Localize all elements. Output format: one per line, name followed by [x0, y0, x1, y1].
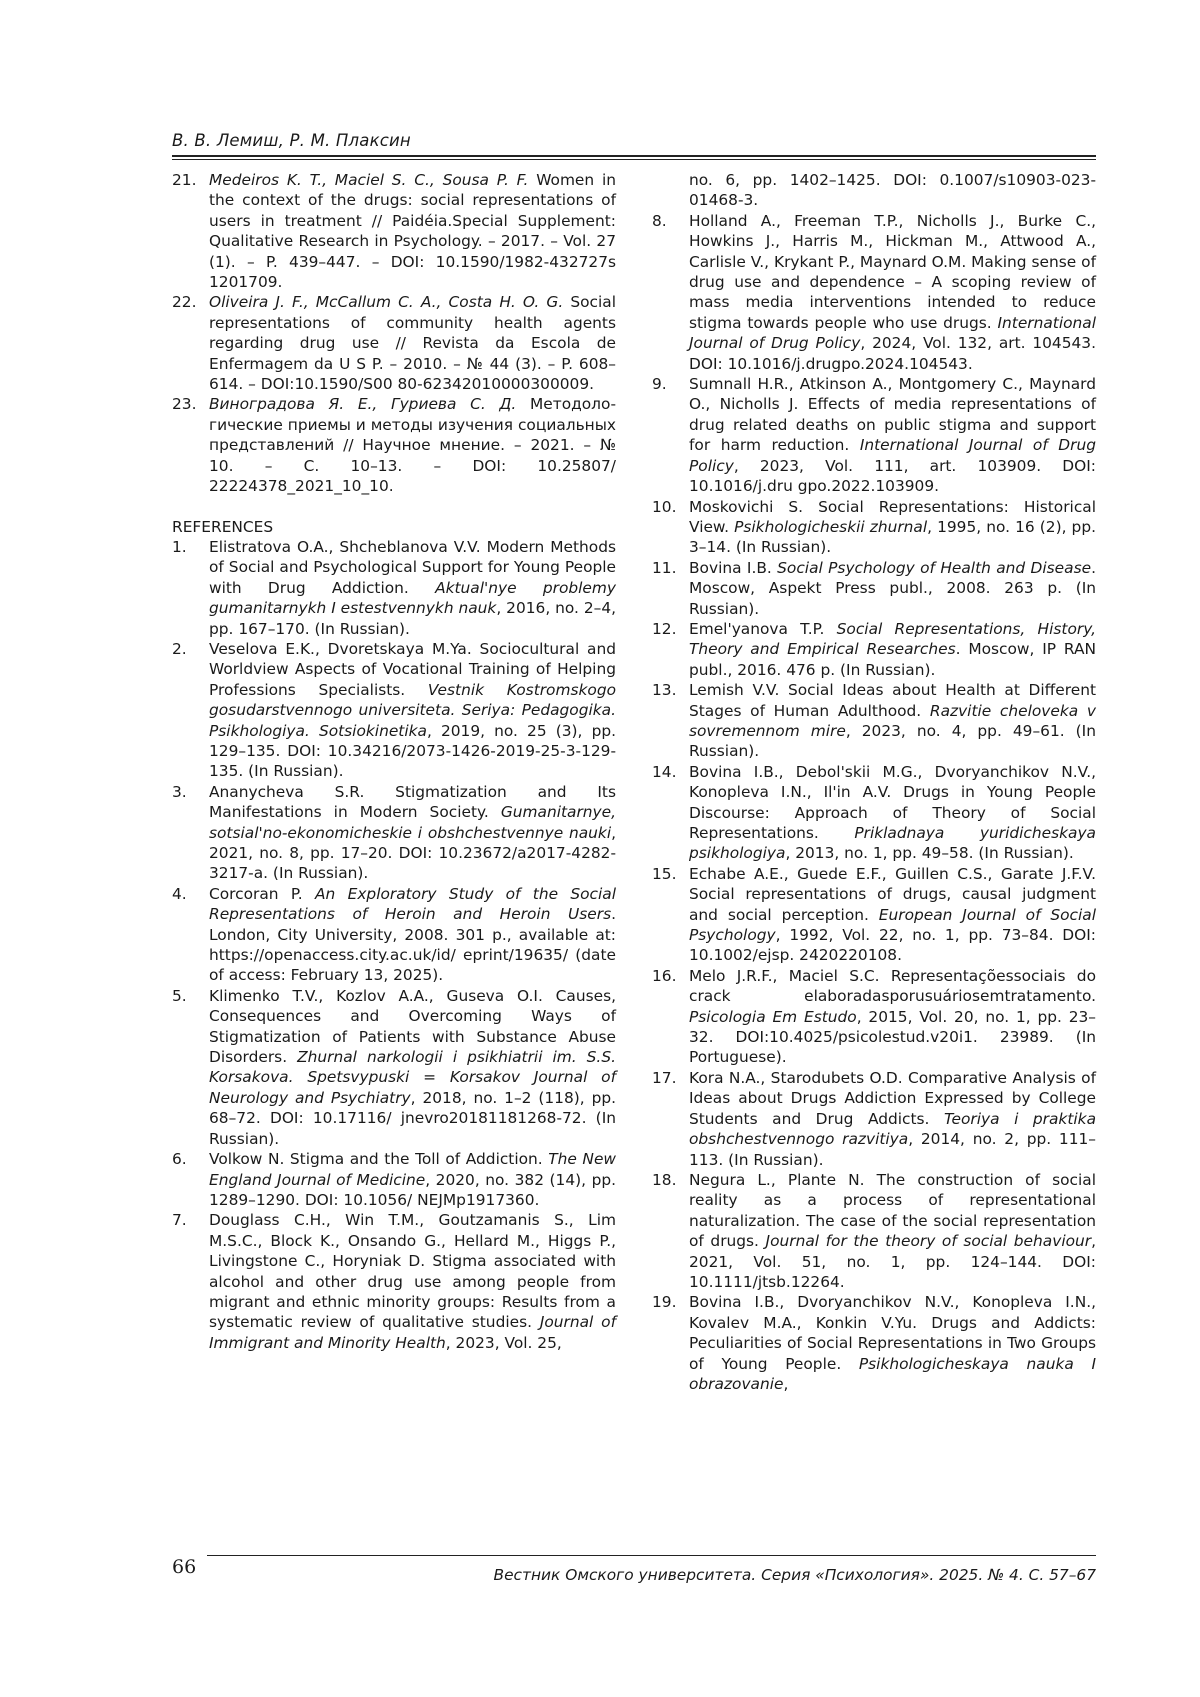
reference-list-english-left: [172, 537, 616, 1353]
reference-segment: ,: [783, 1374, 789, 1393]
reference-text: [209, 1210, 616, 1353]
reference-text: [689, 1292, 1096, 1394]
reference-segment: . Moscow, IP RAN publ., 2016. 476 p. (In Russian).: [689, 640, 1096, 679]
reference-text: [689, 680, 1096, 762]
reference-text: [689, 1068, 1096, 1170]
right-column: [652, 170, 1096, 1394]
reference-segment: , 1995, no. 16 (2), pp. 3–14. (In Russian).: [689, 517, 1096, 557]
reference-text: [209, 884, 616, 986]
footer-journal-citation: Вестник Омского университета. Серия «Психология». 2025. № 4. С. 57–67: [493, 1566, 1096, 1584]
reference-item: [172, 884, 616, 986]
reference-number: 1.: [172, 537, 187, 556]
running-head: В. В. Лемиш, Р. М. Плаксин: [172, 131, 411, 150]
reference-item: [172, 639, 616, 782]
reference-italic-segment: Psikhologicheskaya nauka I obrazovanie: [689, 1354, 1096, 1393]
reference-text: [209, 639, 616, 782]
reference-number: 12.: [652, 619, 677, 638]
reference-italic-segment: The New England Journal of Medicine: [209, 1150, 617, 1189]
reference-item: [172, 537, 616, 639]
reference-item: [652, 558, 1096, 619]
reference-text: [209, 537, 616, 639]
reference-item: [652, 619, 1096, 680]
reference-number: 21.: [172, 171, 197, 189]
reference-segment: Sumnall H.R., Atkinson A., Montgomery C., Maynard O., Nicholls J. Effects of media representations of drug related deaths on public stigma and support for harm reduction.: [689, 375, 1096, 455]
reference-item: [652, 1170, 1096, 1292]
reference-text: [689, 762, 1096, 864]
reference-segment: Corcoran P.: [209, 884, 315, 903]
reference-number: 9.: [652, 375, 667, 394]
reference-item: [172, 782, 616, 884]
reference-segment: Melo J.R.F., Maciel S.C. Representaçõessociais do crack elaboradasporusuáriosemtratamento.: [689, 966, 1096, 1006]
reference-segment: Lemish V.V. Social Ideas about Health at Different Stages of Human Adulthood.: [689, 681, 1096, 720]
reference-text: [209, 292, 616, 394]
reference-number: 5.: [172, 986, 187, 1005]
reference-segment: Volkow N. Stigma and the Toll of Addiction.: [209, 1150, 549, 1169]
reference-list-english-right: [652, 211, 1096, 1395]
reference-text: [209, 394, 616, 496]
reference-italic-segment: Razvitie cheloveka v sovremennom mire: [689, 701, 1096, 740]
reference-text: [689, 619, 1096, 680]
reference-number: 2.: [172, 639, 187, 658]
reference-segment: , 2021, no. 8, pp. 17–20. DOI: 10.23672/a2017-4282-3217-a. (In Russian).: [209, 823, 616, 883]
reference-italic-segment: Aktual'nye problemy gumanitarnykh I estestvennykh nauk: [209, 578, 616, 618]
reference-text: [209, 782, 616, 884]
references-heading: REFERENCES: [172, 517, 274, 536]
reference-italic-segment: Gumanitarnye, sotsial'no-ekonomicheskie i obshchestvennye nauki: [209, 803, 616, 842]
reference-number: 18.: [652, 1170, 677, 1189]
page-number: 66: [172, 1556, 197, 1578]
reference-number: 10.: [652, 497, 677, 516]
reference-segment: , 2023, Vol. 111, art. 103909. DOI: 10.1016/j.dru gpo.2022.103909.: [689, 456, 1096, 496]
reference-segment: Women in the context of the drugs: social representations of users in treatment // Paidéia.Special Supplement: Qualitative Research in Psychology. – 2017. – Vol. 27 (1). – P. 439–447. – DOI: 10.1590/1982-432727s 1201709.: [209, 171, 616, 292]
reference-italic-segment: Psicologia Em Estudo: [689, 1007, 857, 1026]
reference-segment: , 2016, no. 2–4, pp. 167–170. (In Russian).: [209, 599, 616, 638]
reference-text: [689, 558, 1096, 619]
reference-segment: Douglass C.H., Win T.M., Goutzamanis S., Lim M.S.C., Block K., Onsando G., Hellard M., Higgs P., Livingstone C., Horyniak D. Stigma associated with alcohol and other drug use among people from migrant and ethnic minority groups: Results from a systematic review of qualitative studies.: [209, 1211, 616, 1332]
reference-text: [209, 1149, 616, 1210]
reference-italic-segment: Vestnik Kostromskogo gosudarstvennogo universiteta. Seriya: Pedagogika. Psikhologiya. Sotsiokinetika: [209, 680, 616, 740]
reference-italic-segment: Teoriya i praktika obshchestvennogo razvitiya: [689, 1109, 1097, 1149]
reference-number: 3.: [172, 782, 187, 801]
reference-segment: Bovina I.B., Dvoryanchikov N.V., Konopleva I.N., Kovalev M.A., Konkin V.Yu. Drugs and Addicts: Peculiarities of Social Representations in Two Groups of Young People.: [689, 1293, 1096, 1373]
reference-segment: , 2023, no. 4, pp. 49–61. (In Russian).: [689, 721, 1096, 761]
reference-number: 14.: [652, 762, 677, 781]
reference-italic-segment: Social Representations, History, Theory and Empirical Researches: [689, 619, 1096, 659]
reference-segment: Negura L., Plante N. The construction of social reality as a process of representational naturalization. The case of the social representation of drugs.: [689, 1170, 1096, 1251]
reference-italic-segment: International Journal of Drug Policy: [689, 436, 1096, 475]
reference-segment: Ananycheva S.R. Stigmatization and Its Manifestations in Modern Society.: [209, 782, 616, 822]
footer-rule: [207, 1555, 1096, 1556]
reference-text: [689, 966, 1096, 1068]
reference-segment: , 2021, Vol. 51, no. 1, pp. 124–144. DOI: 10.1111/jtsb.12264.: [689, 1232, 1097, 1291]
reference-italic-segment: Medeiros K. T., Maciel S. C., Sousa P. F.: [209, 171, 529, 189]
reference-number: 13.: [652, 681, 677, 700]
reference-item: [652, 497, 1096, 558]
reference-text: [689, 864, 1096, 966]
reference-italic-segment: Psikhologicheskii zhurnal: [734, 517, 928, 536]
reference-text: [689, 497, 1096, 558]
reference-number: 6.: [172, 1150, 187, 1169]
reference-segment: Veselova E.K., Dvoretskaya M.Ya. Sociocultural and Worldview Aspects of Vocational Training of Helping Professions Specialists.: [209, 639, 616, 699]
reference-segment: Klimenko T.V., Kozlov A.A., Guseva O.I. Causes, Consequences and Overcoming Ways of Stigmatization of Patients with Substance Abuse Disorders.: [209, 986, 616, 1067]
reference-item: [652, 864, 1096, 966]
reference-italic-segment: Prikladnaya yuridicheskaya psikhologiya: [689, 824, 1096, 863]
reference-segment: , 1992, Vol. 22, no. 1, pp. 73–84. DOI: 10.1002/ejsp. 2420220108.: [689, 926, 1096, 965]
reference-item: [172, 1210, 616, 1353]
reference-italic-segment: European Journal of Social Psychology: [689, 905, 1096, 945]
reference-segment: Social representations of community health agents regarding drug use // Revista da Escola de Enfermagem da U S P. – 2010. – № 44 (3). – P. 608–614. – DOI:10.1590/S00 80-62342010000300009.: [209, 293, 616, 394]
reference-segment: , 2018, no. 1–2 (118), pp. 68–72. DOI: 10.17116/ jnevro20181181268-72. (In Russian).: [209, 1088, 616, 1148]
reference-item: [652, 1292, 1096, 1394]
reference-text: [689, 1170, 1096, 1292]
reference-segment: , 2013, no. 1, pp. 49–58. (In Russian).: [785, 844, 1074, 863]
reference-segment: , 2019, no. 25 (3), pp. 129–135. DOI: 10.34216/2073-1426-2019-25-3-129-135. (In Russian).: [209, 721, 617, 781]
reference-italic-segment: Zhurnal narkologii i psikhiatrii im. S.S. Korsakova. Spetsvypuski = Korsakov Journal of Neurology and Psychiatry: [209, 1048, 616, 1107]
reference-item: [652, 680, 1096, 762]
reference-segment: Bovina I.B.: [689, 558, 778, 577]
reference-segment: Методологические приемы и методы изучения социальных представлений // Научное мнение. – 2021. – № 10. – С. 10–13. – DOI: 10.25807/ 22224378_2021_10_10.: [209, 395, 617, 496]
left-column: [172, 170, 616, 1353]
reference-item: [652, 1068, 1096, 1170]
reference-segment: Echabe A.E., Guede E.F., Guillen C.S., Garate J.F.V. Social representations of drugs, causal judgment and social perception.: [689, 864, 1096, 924]
reference-segment: . Moscow, Aspekt Press publ., 2008. 263 p. (In Russian).: [689, 558, 1096, 618]
reference-number: 23.: [172, 395, 197, 414]
reference-text: [209, 986, 616, 1149]
reference-text: [209, 170, 616, 292]
reference-number: 4.: [172, 884, 187, 903]
reference-item: [652, 966, 1096, 1068]
reference-italic-segment: An Exploratory Study of the Social Representations of Heroin and Heroin Users: [209, 884, 617, 924]
header-rule-thin: [172, 159, 1096, 160]
reference-segment: , 2023, Vol. 25,: [445, 1333, 562, 1352]
reference-number: 16.: [652, 966, 677, 985]
reference-item: [172, 1149, 616, 1210]
reference-item: [652, 374, 1096, 496]
reference-text: [689, 211, 1096, 374]
reference-number: 22.: [172, 293, 197, 312]
reference-number: 17.: [652, 1068, 677, 1087]
header-rule: [172, 155, 1096, 157]
reference-segment: . London, City University, 2008. 301 p., available at: https://openaccess.city.ac.uk/id/ eprint/19635/ (date of access: February 13, 2025).: [209, 905, 616, 985]
reference-number: 8.: [652, 211, 667, 230]
reference-segment: Emel'yanova T.P.: [689, 619, 837, 638]
reference-text: [689, 374, 1096, 496]
reference-segment: , 2014, no. 2, pp. 111–113. (In Russian).: [689, 1130, 1096, 1169]
reference-list-russian: [172, 170, 616, 497]
reference-segment: Kora N.A., Starodubets O.D. Comparative Analysis of Ideas about Drugs Addiction Expressed by College Students and Drug Addicts.: [689, 1068, 1096, 1128]
reference-segment: , 2015, Vol. 20, no. 1, pp. 23–32. DOI:10.4025/psicolestud.v20i1. 23989. (In Portuguese).: [689, 1007, 1096, 1067]
reference-italic-segment: International Journal of Drug Policy: [689, 313, 1096, 353]
reference-item: [172, 394, 616, 496]
reference-continuation: no. 6, pp. 1402–1425. DOI: 0.1007/s10903-023-01468-3.: [689, 171, 1096, 210]
reference-segment: Holland A., Freeman T.P., Nicholls J., Burke C., Howkins J., Harris M., Hickman M., Attwood A., Carlisle V., Krykant P., Maynard O.M. Making sense of drug use and dependence – A scoping review of mass media interventions intended to reduce stigma towards people who use drugs.: [689, 211, 1096, 332]
reference-item: [652, 211, 1096, 374]
reference-italic-segment: Oliveira J. F., McCallum C. A., Costa H. O. G.: [209, 293, 564, 312]
reference-segment: Bovina I.B., Debol'skii M.G., Dvoryanchikov N.V., Konopleva I.N., Il'in A.V. Drugs in Young People Discourse: Approach of Theory of Social Representations.: [689, 762, 1096, 842]
reference-number: 19.: [652, 1293, 677, 1312]
reference-italic-segment: Journal of Immigrant and Minority Health: [209, 1313, 616, 1352]
reference-italic-segment: Social Psychology of Health and Disease: [777, 558, 1092, 577]
reference-italic-segment: Виноградова Я. Е., Гуриева С. Д.: [209, 395, 517, 414]
reference-item: [172, 292, 616, 394]
reference-segment: , 2020, no. 382 (14), pp. 1289–1290. DOI: 10.1056/ NEJMp1917360.: [209, 1170, 616, 1209]
reference-segment: , 2024, Vol. 132, art. 104543. DOI: 10.1016/j.drugpo.2024.104543.: [689, 334, 1096, 373]
reference-number: 15.: [652, 864, 677, 883]
reference-segment: Moskovichi S. Social Representations: Historical View.: [689, 497, 1096, 536]
reference-item: [172, 986, 616, 1149]
reference-italic-segment: Journal for the theory of social behaviour: [765, 1232, 1092, 1251]
reference-number: 7.: [172, 1211, 187, 1230]
reference-number: 11.: [652, 558, 677, 577]
reference-item: [172, 170, 616, 292]
reference-item: [652, 762, 1096, 864]
reference-segment: Elistratova O.A., Shcheblanova V.V. Modern Methods of Social and Psychological Support for Young People with Drug Addiction.: [209, 537, 616, 597]
